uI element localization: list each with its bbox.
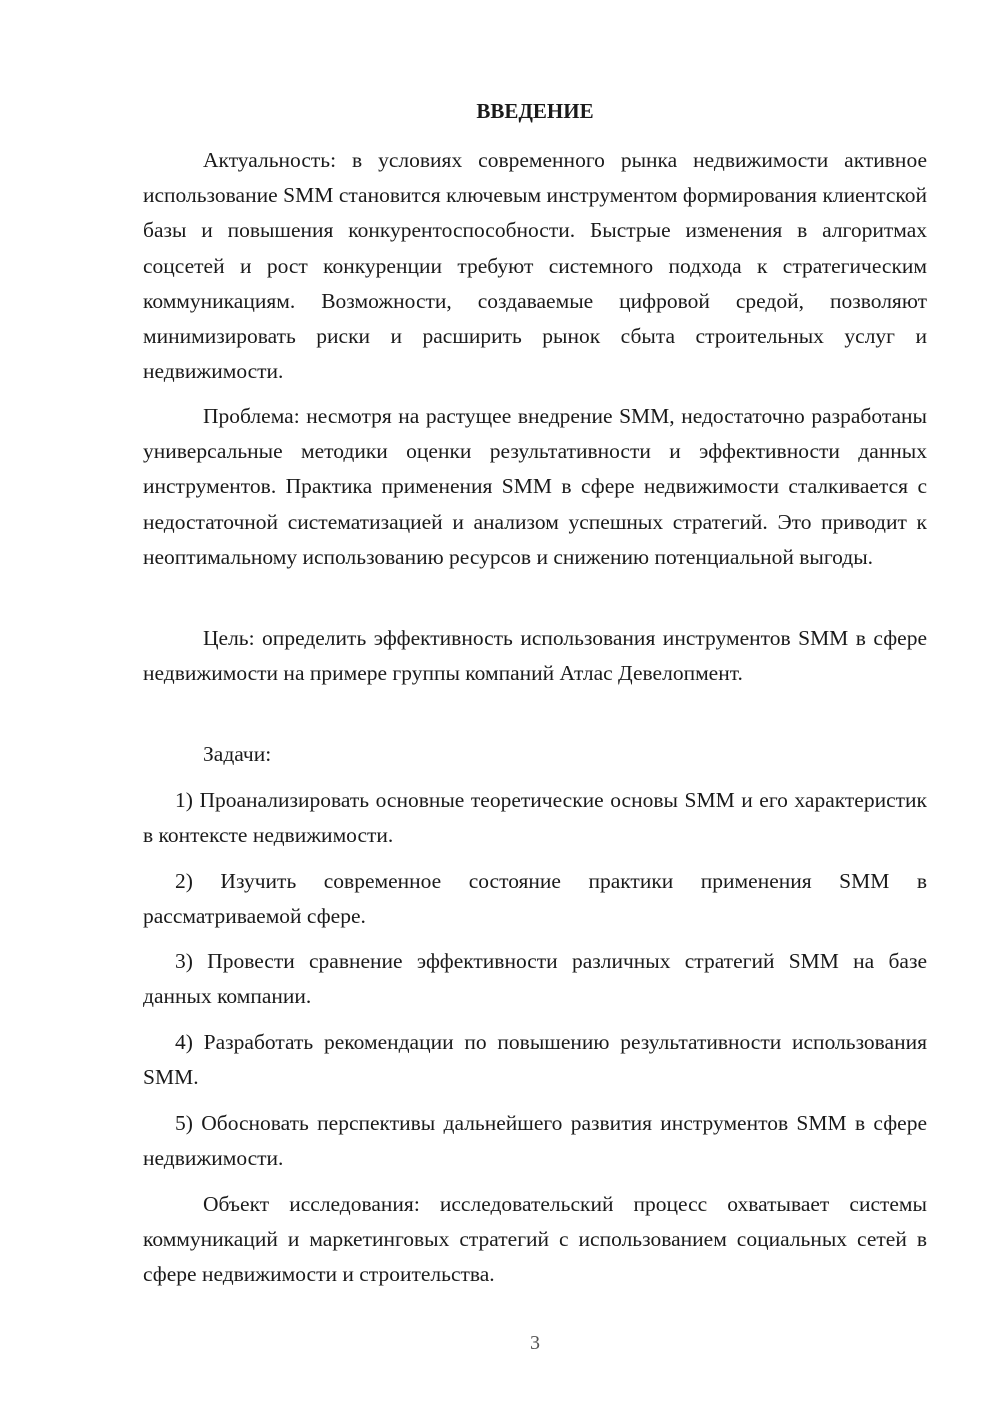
task-item-3: 3) Провести сравнение эффективности различных стратегий SMM на базе данных компании.	[143, 949, 927, 1009]
task-item-1: 1) Проанализировать основные теоретические основы SMM и его характеристик в контексте недвижимости.	[143, 788, 927, 848]
task-item-5: 5) Обосновать перспективы дальнейшего развития инструментов SMM в сфере недвижимости.	[143, 1111, 927, 1171]
relevance-paragraph: Актуальность: в условиях современного рынка недвижимости активное использование SMM становится ключевым инструментом формирования клиентской базы и повышения конкурентоспособности. Быстрые изменения в алгоритмах соцсетей и рост конкуренции требуют системного подхода к стратегическим коммуникациям. Возможности, создаваемые цифровой средой, позволяют минимизировать риски и расширить рынок сбыта строительных услуг и недвижимости.	[143, 148, 927, 384]
tasks-heading: Задачи:	[203, 742, 272, 766]
page-title: ВВЕДЕНИЕ	[476, 99, 594, 123]
task-item-2: 2) Изучить современное состояние практики применения SMM в рассматриваемой сфере.	[143, 869, 927, 929]
goal-paragraph: Цель: определить эффективность использования инструментов SMM в сфере недвижимости на примере группы компаний Атлас Девелопмент.	[143, 626, 927, 686]
problem-paragraph: Проблема: несмотря на растущее внедрение SMM, недостаточно разработаны универсальные методики оценки результативности и эффективности данных инструментов. Практика применения SMM в сфере недвижимости сталкивается с недостаточной систематизацией и анализом успешных стратегий. Это приводит к неоптимальному использованию ресурсов и снижению потенциальной выгоды.	[143, 404, 927, 569]
object-paragraph: Объект исследования: исследовательский процесс охватывает системы коммуникаций и маркетинговых стратегий с использованием социальных сетей в сфере недвижимости и строительства.	[143, 1192, 927, 1287]
task-item-4: 4) Разработать рекомендации по повышению результативности использования SMM.	[143, 1030, 927, 1090]
page-number: 3	[530, 1332, 540, 1354]
